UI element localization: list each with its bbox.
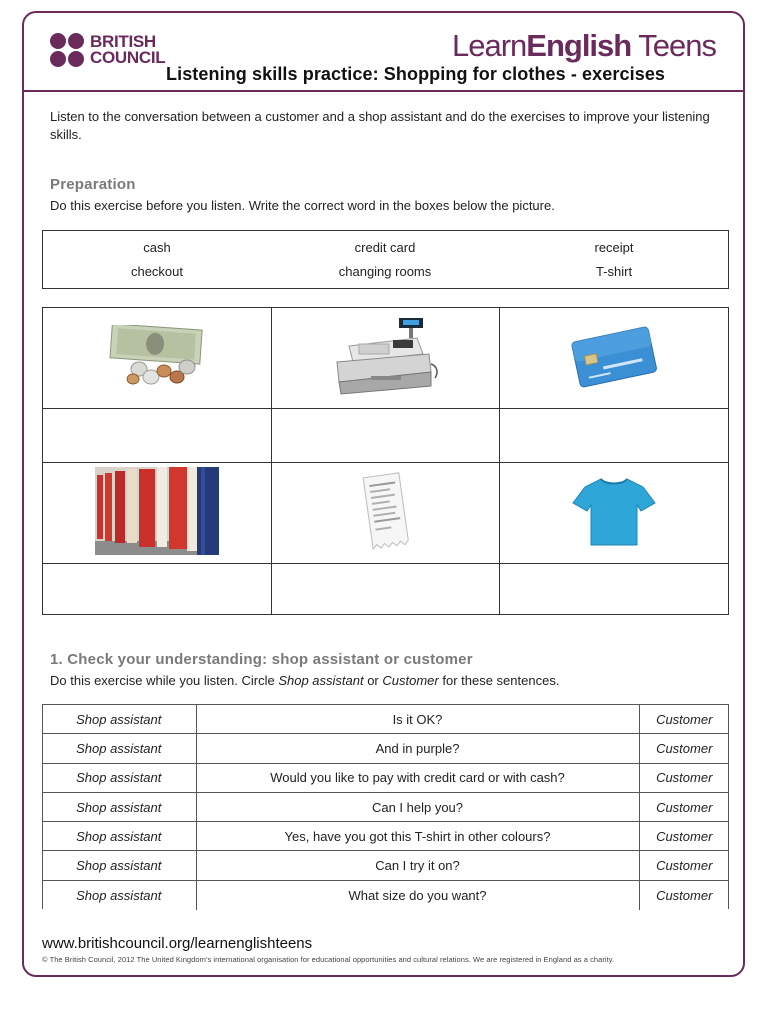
answer-cell[interactable]: [500, 409, 729, 463]
sentence: Is it OK?: [196, 705, 639, 734]
table-left-border: [42, 704, 43, 909]
customer-option[interactable]: Customer: [639, 734, 729, 763]
shop-assistant-option[interactable]: Shop assistant: [42, 734, 196, 763]
exercise1-title: 1. Check your understanding: shop assistant or customer: [50, 651, 473, 668]
picture-cell: [271, 308, 500, 409]
sentence: And in purple?: [196, 734, 639, 763]
word-item: credit card: [354, 240, 416, 255]
table-right-border: [728, 704, 729, 909]
picture-cell: [500, 463, 729, 564]
exercise1-instruction-pre: Do this exercise while you listen. Circle: [50, 673, 279, 688]
customer-option[interactable]: Customer: [639, 705, 729, 734]
picture-grid: [42, 307, 729, 615]
table-row: [42, 880, 729, 909]
shop-assistant-option[interactable]: Shop assistant: [42, 880, 196, 909]
british-council-logo: [50, 32, 165, 68]
le-logo-bold: English: [526, 28, 632, 63]
exercise1-instruction-em1: Shop assistant: [278, 673, 364, 688]
exercise1-instruction-mid: or: [363, 673, 383, 688]
footer-url[interactable]: www.britishcouncil.org/learnenglishteens: [42, 935, 313, 952]
word-item: T-shirt: [595, 264, 633, 279]
bc-logo-line1: BRITISH: [90, 32, 156, 51]
credit-card-icon: [571, 324, 657, 388]
customer-option[interactable]: Customer: [639, 792, 729, 821]
sentence: What size do you want?: [196, 880, 639, 909]
money-icon: [107, 325, 207, 387]
footer-copyright: © The British Council, 2012 The United Kingdom’s international organisation for educational opportunities and cultural relations. We are registered in England as a charity.: [42, 955, 615, 964]
receipt-icon: [356, 471, 416, 551]
learnenglish-teens-logo: [452, 28, 716, 64]
answer-cell[interactable]: [271, 409, 500, 463]
table-row: [42, 822, 729, 851]
picture-cell: [271, 463, 500, 564]
exercise1-instruction-em2: Customer: [382, 673, 439, 688]
sentence: Would you like to pay with credit card or with cash?: [196, 763, 639, 792]
sentence: Can I try it on?: [196, 851, 639, 880]
table-row: [42, 705, 729, 734]
intro-text: Listen to the conversation between a customer and a shop assistant and do the exercises to improve your listening skills.: [50, 109, 710, 142]
bc-logo-line2: COUNCIL: [90, 48, 166, 67]
customer-option[interactable]: Customer: [639, 851, 729, 880]
exercise1-table: [42, 704, 729, 910]
customer-option[interactable]: Customer: [639, 763, 729, 792]
british-council-dots-icon: [50, 33, 84, 67]
tshirt-icon: [571, 475, 657, 547]
sentence: Yes, have you got this T-shirt in other colours?: [196, 822, 639, 851]
sentence: Can I help you?: [196, 792, 639, 821]
shop-assistant-option[interactable]: Shop assistant: [42, 822, 196, 851]
changing-rooms-icon: [95, 467, 219, 555]
word-item: checkout: [130, 264, 184, 279]
preparation-instruction: Do this exercise before you listen. Write the correct word in the boxes below the picture.: [50, 198, 555, 213]
exercise1-instruction: [50, 673, 559, 688]
picture-cell: [43, 308, 272, 409]
word-item: cash: [143, 240, 171, 255]
shop-assistant-option[interactable]: Shop assistant: [42, 705, 196, 734]
table-row: [42, 851, 729, 880]
customer-option[interactable]: Customer: [639, 880, 729, 909]
preparation-title: Preparation: [50, 176, 136, 193]
shop-assistant-option[interactable]: Shop assistant: [42, 763, 196, 792]
shop-assistant-option[interactable]: Shop assistant: [42, 851, 196, 880]
word-item: receipt: [594, 240, 634, 255]
picture-cell: [43, 463, 272, 564]
page-title: Listening skills practice: Shopping for clothes - exercises: [166, 64, 666, 84]
header-divider: [22, 90, 745, 92]
shop-assistant-option[interactable]: Shop assistant: [42, 792, 196, 821]
cash-register-icon: [331, 316, 441, 396]
word-item: changing rooms: [338, 264, 432, 279]
picture-cell: [500, 308, 729, 409]
le-logo-suffix: Teens: [631, 28, 716, 63]
table-row: [42, 792, 729, 821]
answer-cell[interactable]: [43, 409, 272, 463]
answer-cell[interactable]: [271, 564, 500, 615]
answer-cell[interactable]: [500, 564, 729, 615]
exercise1-instruction-post: for these sentences.: [438, 673, 560, 688]
table-row: [42, 763, 729, 792]
word-box: [42, 230, 729, 289]
customer-option[interactable]: Customer: [639, 822, 729, 851]
le-logo-regular: Learn: [451, 28, 527, 63]
table-row: [42, 734, 729, 763]
answer-cell[interactable]: [43, 564, 272, 615]
